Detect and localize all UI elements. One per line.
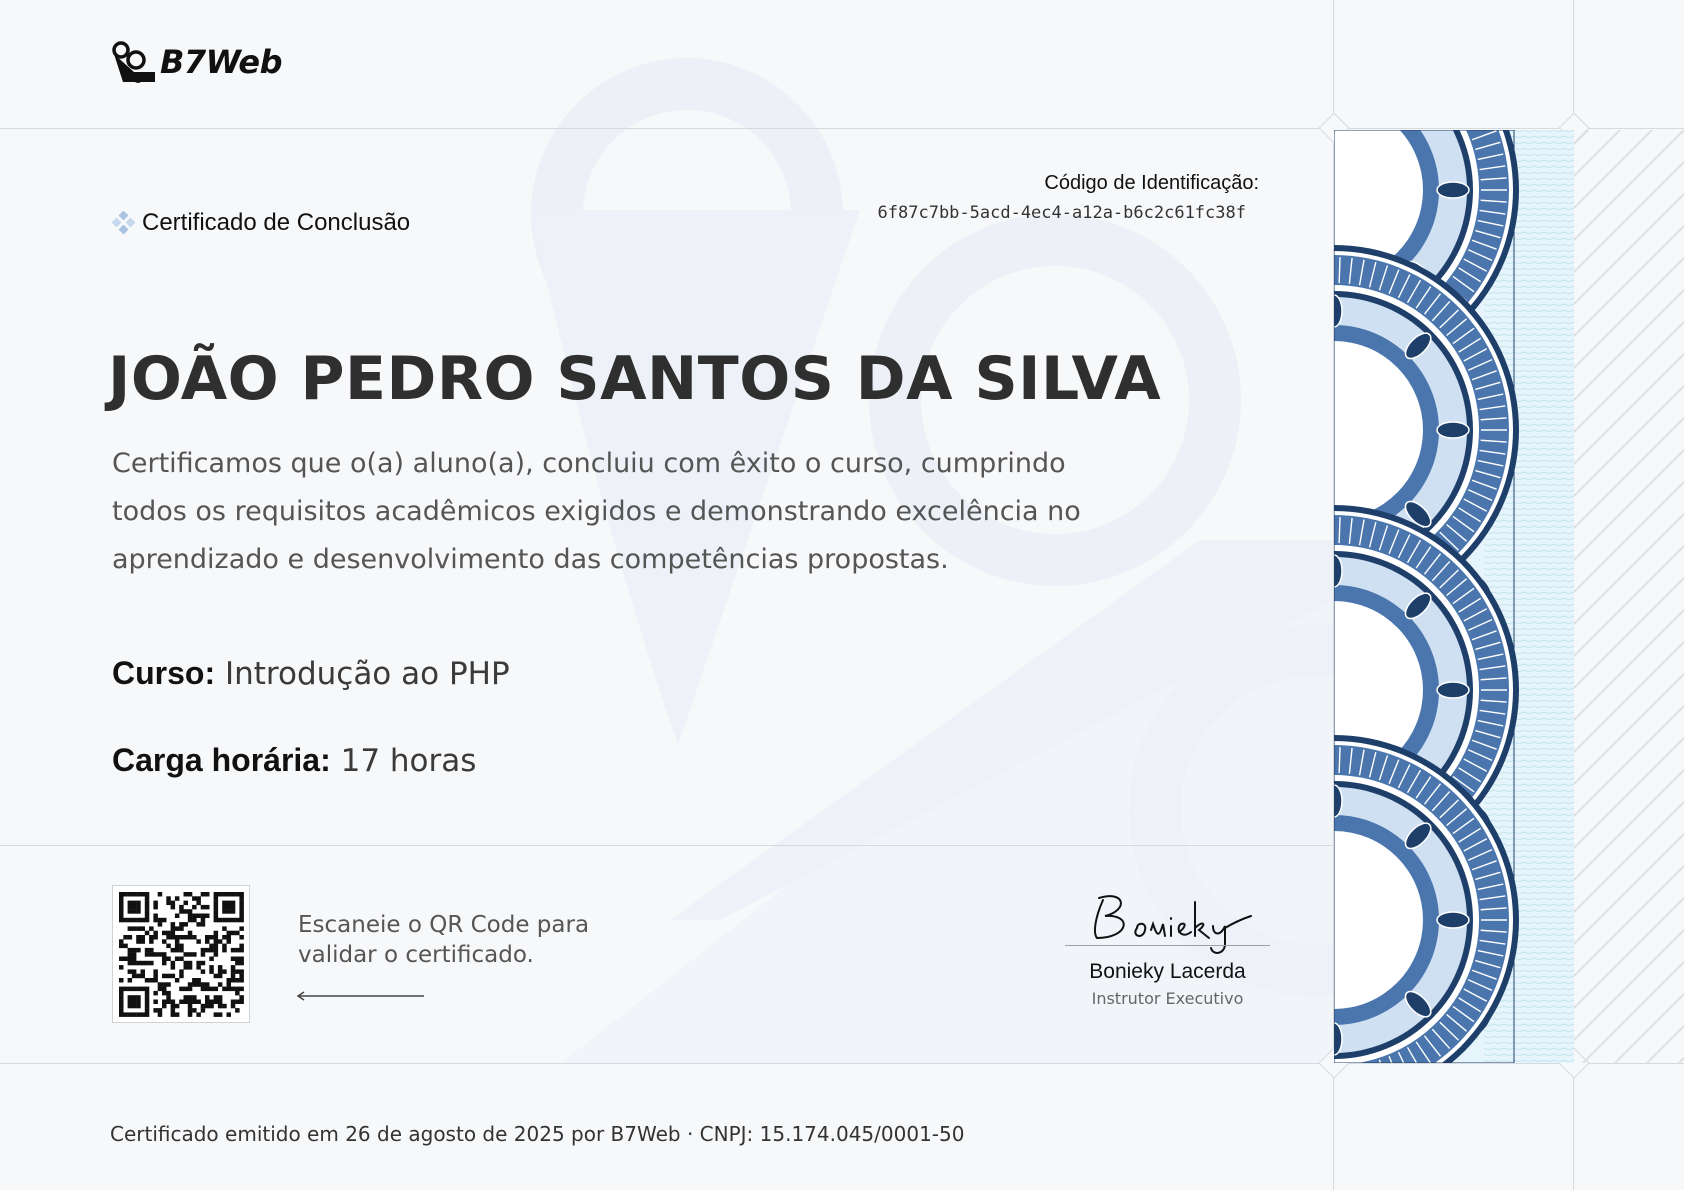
- top-divider: [0, 128, 1684, 129]
- b7web-logo: [110, 40, 282, 84]
- hours-field: [112, 742, 476, 779]
- hours-label: Carga horária:: [112, 742, 331, 778]
- bottom-section-divider: [0, 845, 1334, 846]
- identification-code-label: Código de Identificação:: [1044, 172, 1259, 194]
- signature-line: [1065, 945, 1270, 946]
- qr-hint-line2: validar o certificado.: [298, 942, 534, 968]
- b7web-logo-icon: [110, 40, 158, 84]
- signer-name: Bonieky Lacerda: [1089, 960, 1246, 983]
- footer-text: Certificado emitido em 26 de agosto de 2025 por B7Web · CNPJ: 15.174.045/0001-50: [110, 1122, 965, 1146]
- course-field: [112, 655, 510, 692]
- certificate-title-text: Certificado de Conclusão: [142, 209, 411, 236]
- signer-role: Instrutor Executivo: [1091, 989, 1244, 1008]
- certificate-description: Certificamos que o(a) aluno(a), concluiu com êxito o curso, cumprindo todos os requisitos acadêmicos exigidos e demonstrando excelência no aprendizado e desenvolvimento das competências propostas.: [112, 448, 1081, 575]
- handwritten-signature: [1085, 888, 1255, 958]
- decorative-mandala-strip: [1334, 130, 1574, 1063]
- course-value: Introdução ao PHP: [224, 656, 510, 692]
- certificate-title: [112, 209, 410, 237]
- diamond-bullet-icon: [112, 211, 136, 235]
- arrow-left-icon: [296, 990, 426, 1002]
- qr-hint: [298, 910, 589, 970]
- identification-code-value: 6f87c7bb-5acd-4ec4-a12a-b6c2c61fc38f: [877, 203, 1246, 223]
- qr-code-image: [113, 886, 249, 1022]
- hours-value: 17 horas: [340, 743, 477, 779]
- course-label: Curso:: [112, 655, 216, 691]
- student-name: JOÃO PEDRO SANTOS DA SILVA: [108, 344, 1162, 414]
- logo-wordmark: B7Web: [160, 43, 283, 81]
- diagonal-hatch-pattern: [1574, 130, 1684, 1063]
- qr-code[interactable]: [112, 885, 250, 1023]
- qr-hint-line1: Escaneie o QR Code para: [298, 912, 590, 938]
- footer-divider: [0, 1063, 1684, 1064]
